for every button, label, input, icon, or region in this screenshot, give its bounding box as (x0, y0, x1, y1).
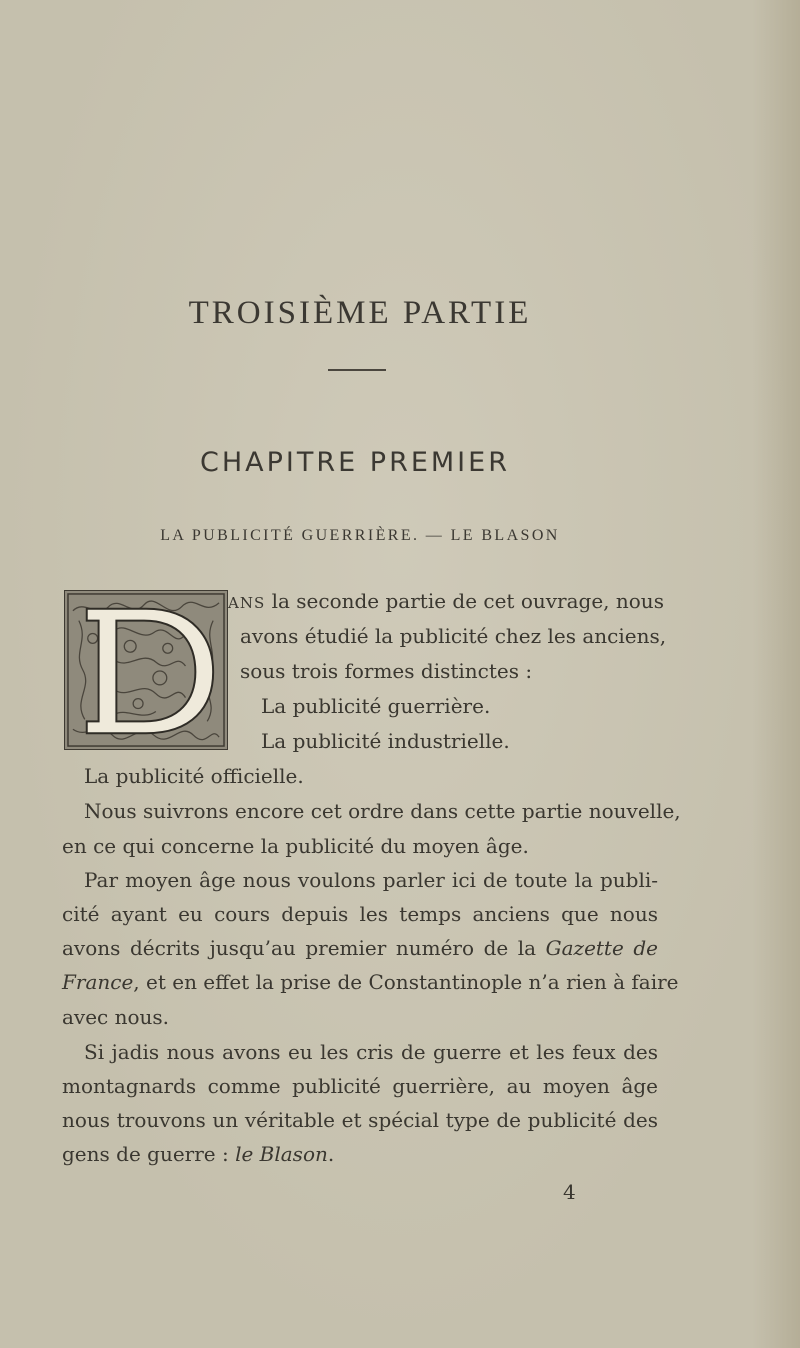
text-line: cité ayant eu cours depuis les temps anciens que nous (62, 902, 658, 926)
title-rule (328, 369, 386, 371)
text-line: France, et en effet la prise de Constantinople n’a rien à faire (62, 970, 679, 994)
chapter-title: CHAPITRE PREMIER (200, 447, 510, 478)
text-line: Par moyen âge nous voulons parler ici de toute la publi- (84, 868, 658, 892)
text-line: La publicité officielle. (84, 764, 304, 788)
text-line: Nous suivrons encore cet ordre dans cette partie nouvelle, (84, 799, 681, 823)
text-line: gens de guerre : le Blason. (62, 1142, 335, 1166)
text-line: ANS la seconde partie de cet ouvrage, nous (228, 589, 664, 613)
text-line: en ce qui concerne la publicité du moyen âge. (62, 834, 529, 858)
part-title: TROISIÈME PARTIE (188, 295, 532, 331)
ornamental-dropcap (64, 590, 228, 750)
text-line: avons étudié la publicité chez les anciens, (240, 624, 667, 648)
text-line: avec nous. (62, 1005, 170, 1029)
dropcap-ornament-icon (65, 591, 227, 749)
text-line: avons décrits jusqu’au premier numéro de la Gazette de (62, 936, 658, 960)
text-line: sous trois formes distinctes : (240, 659, 533, 683)
text-line: Si jadis nous avons eu les cris de guerre et les feux des (84, 1040, 658, 1064)
text-line: La publicité industrielle. (261, 729, 510, 753)
text-line: montagnards comme publicité guerrière, au moyen âge (62, 1074, 658, 1098)
chapter-subtitle: LA PUBLICITÉ GUERRIÈRE. — LE BLASON (160, 527, 560, 544)
text-line: nous trouvons un véritable et spécial type de publicité des (62, 1108, 658, 1132)
page-number: 4 (563, 1180, 576, 1204)
text-line: La publicité guerrière. (261, 694, 491, 718)
